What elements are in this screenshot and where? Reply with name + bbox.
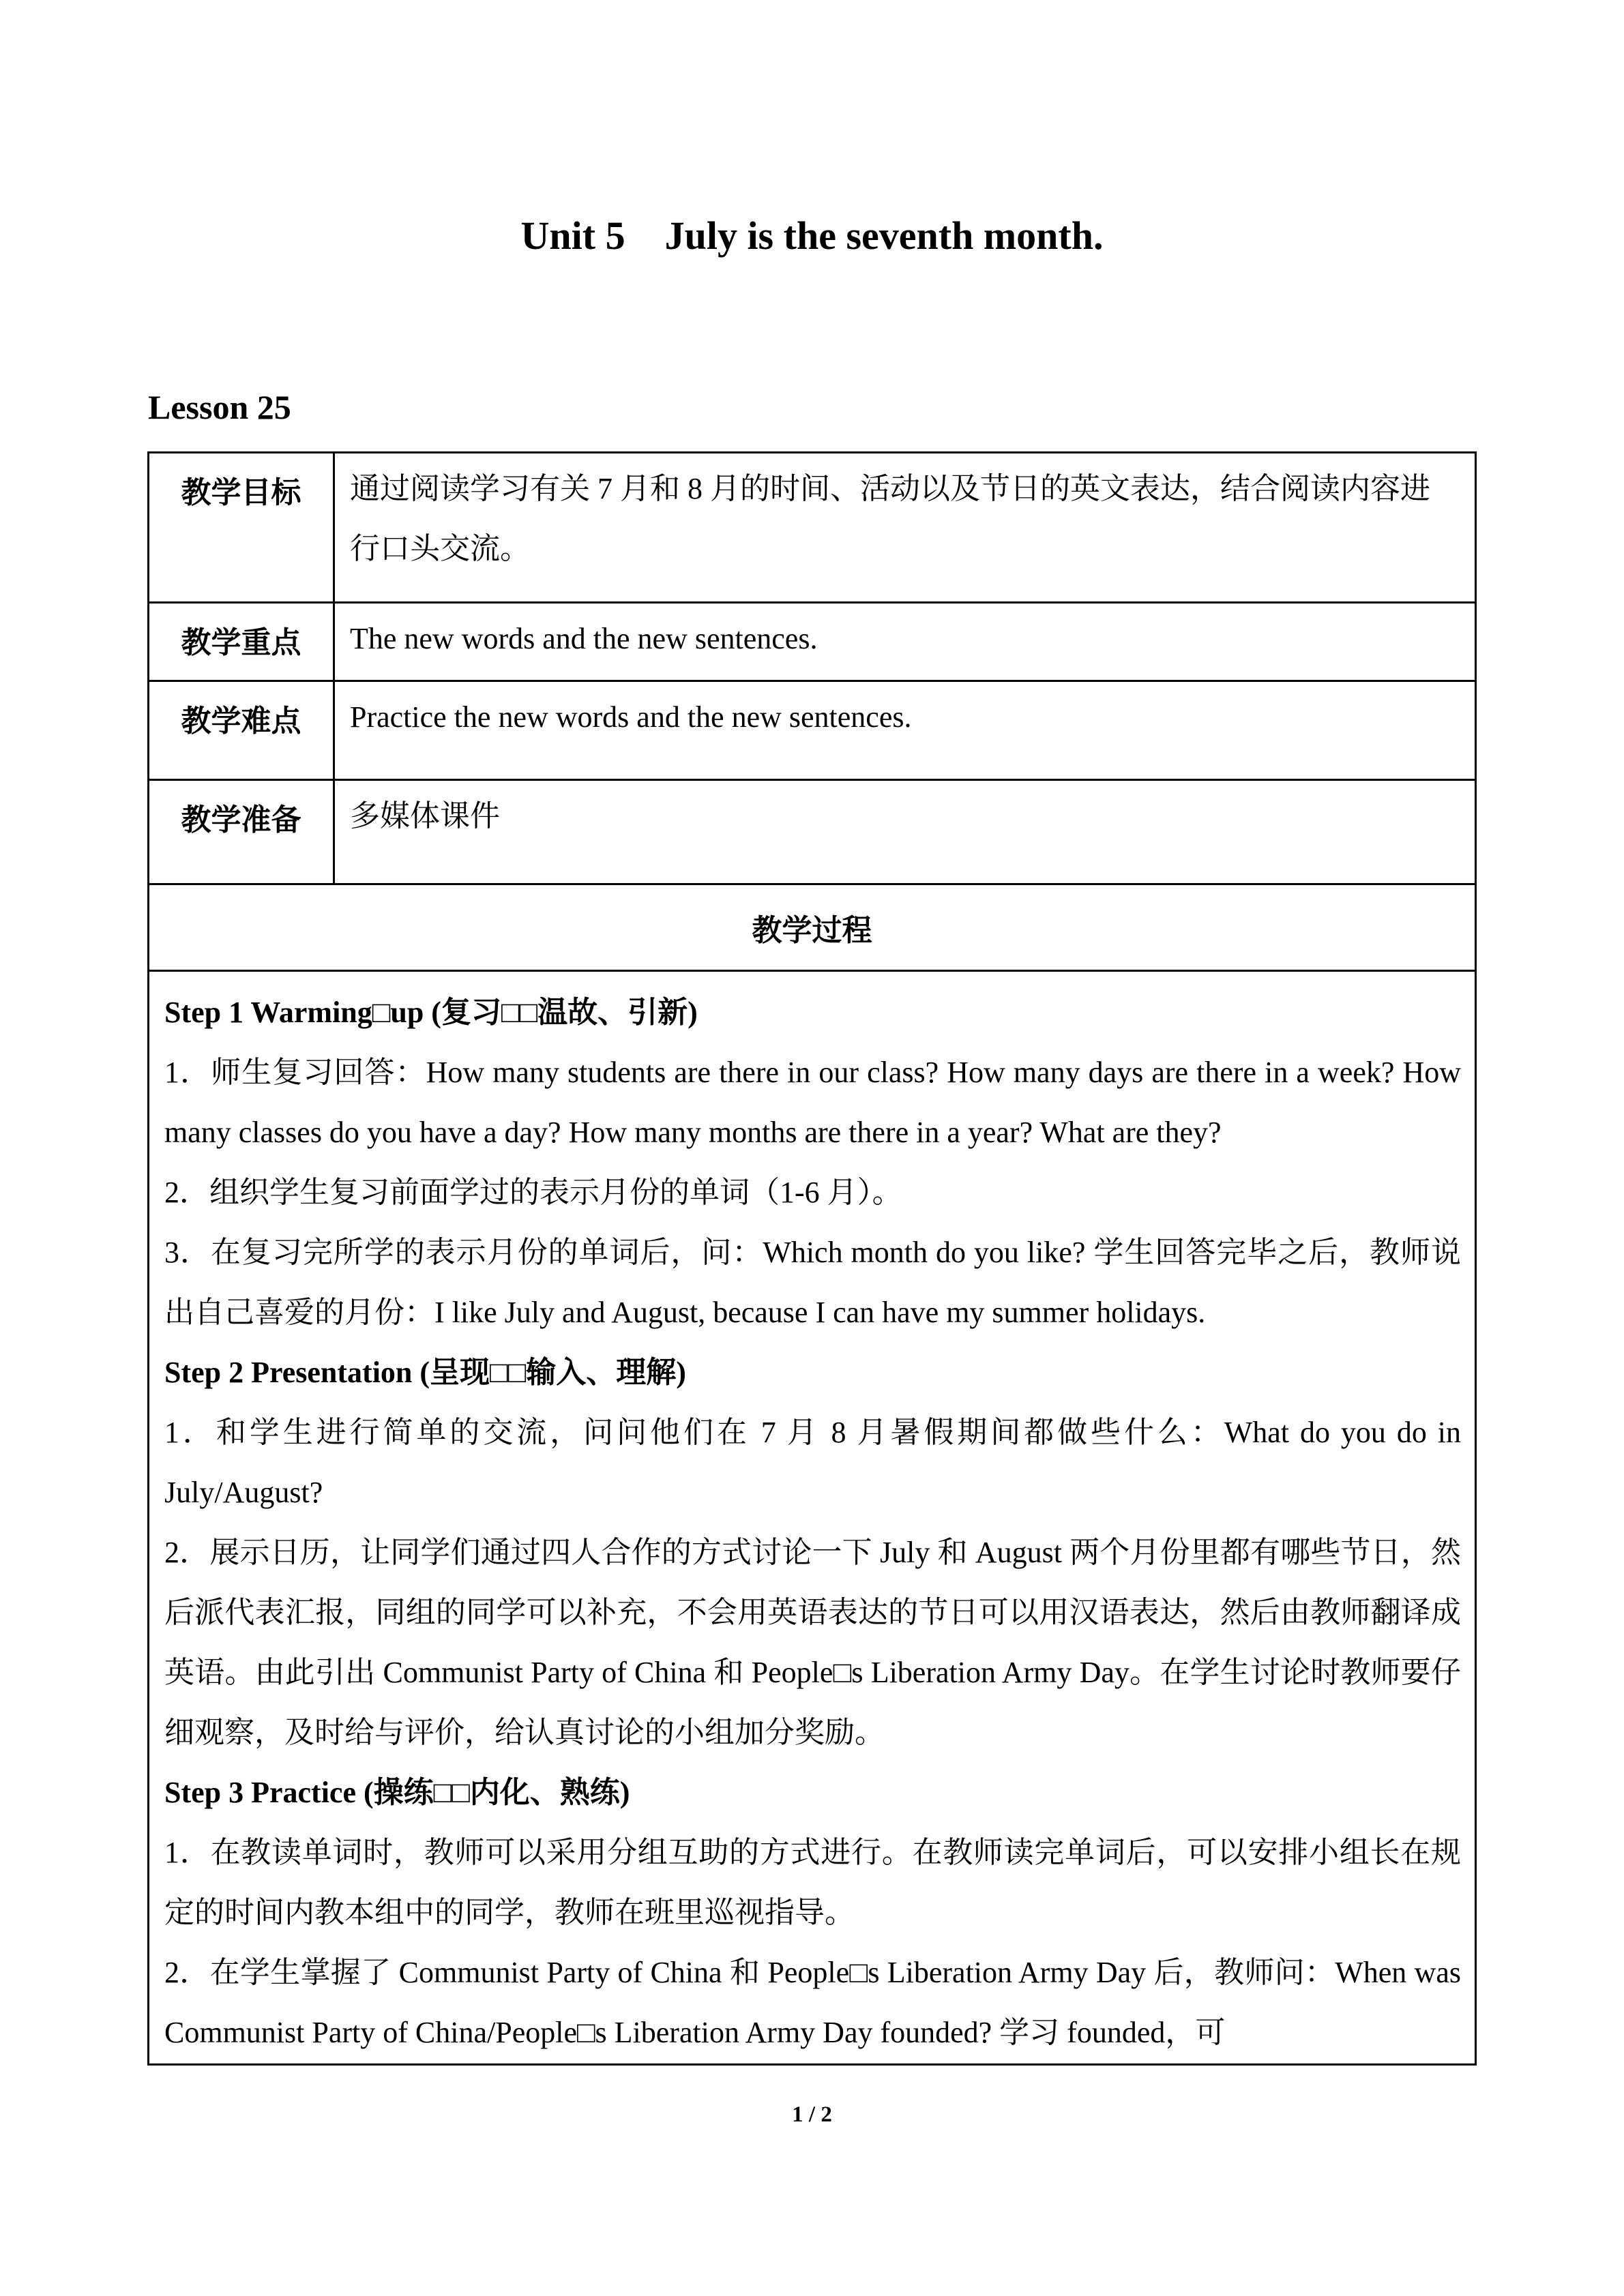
step-heading: Step 2 Presentation (呈现□□输入、理解) [164, 1356, 686, 1389]
table-row-teaching-goal [149, 453, 1476, 603]
step-heading: Step 3 Practice (操练□□内化、熟练) [164, 1776, 630, 1809]
process-paragraph: 1．师生复习回答：How many students are there in our class? How many days are there in a week? How many classes do you have a day? How many months are there in a year? What are they? [164, 1056, 1461, 1149]
key-points-label: 教学重点 [149, 603, 334, 681]
process-paragraph: 1．和学生进行简单的交流，问问他们在 7 月 8 月暑假期间都做些什么：What do you do in July/August? [164, 1416, 1461, 1509]
document-title: Unit 5 July is the seventh month. [520, 213, 1104, 258]
difficult-points-label: 教学难点 [149, 681, 334, 780]
process-paragraph: 2．在学生掌握了 Communist Party of China 和 People□s Liberation Army Day 后，教师问：When was Communist Party of China/People□s Liberation Army Day founded? 学习 founded，可 [164, 1956, 1461, 2049]
table-row-difficult-points [149, 681, 1476, 780]
table-row-process-header [149, 884, 1476, 971]
key-points-value: The new words and the new sentences. [334, 603, 1476, 681]
difficult-points-value: Practice the new words and the new sentences. [334, 681, 1476, 780]
teaching-process-header: 教学过程 [149, 884, 1476, 971]
page-number: 1 / 2 [792, 2102, 832, 2127]
teaching-process-body [149, 971, 1476, 2065]
process-paragraph: 2．展示日历，让同学们通过四人合作的方式讨论一下 July 和 August 两个月份里都有哪些节日，然后派代表汇报，同组的同学可以补充，不会用英语表达的节日可以用汉语表达，然后由教师翻译成英语。由此引出 Communist Party of China 和 People□s Liberation Army Day。在学生讨论时教师要仔细观察，及时给与评价，给认真讨论的小组加分奖励。 [164, 1536, 1461, 1749]
preparation-value: 多媒体课件 [334, 780, 1476, 884]
process-paragraph: 2．组织学生复习前面学过的表示月份的单词（1-6 月）。 [164, 1176, 902, 1209]
table-row-preparation [149, 780, 1476, 884]
teaching-goal-value: 通过阅读学习有关 7 月和 8 月的时间、活动以及节日的英文表达，结合阅读内容进行口头交流。 [334, 453, 1476, 603]
table-row-process-body [149, 971, 1476, 2065]
table-row-key-points [149, 603, 1476, 681]
preparation-label: 教学准备 [149, 780, 334, 884]
lesson-heading: Lesson 25 [148, 388, 291, 426]
teaching-goal-label: 教学目标 [149, 453, 334, 603]
process-paragraph: 1．在教读单词时，教师可以采用分组互助的方式进行。在教师读完单词后，可以安排小组长在规定的时间内教本组中的同学，教师在班里巡视指导。 [164, 1836, 1461, 1929]
process-paragraph: 3．在复习完所学的表示月份的单词后，问：Which month do you like? 学生回答完毕之后，教师说出自己喜爱的月份：I like July and August, because I can have my summer holidays. [164, 1236, 1461, 1329]
lesson-plan-table [147, 451, 1477, 2066]
step-heading: Step 1 Warming□up (复习□□温故、引新) [164, 996, 698, 1029]
